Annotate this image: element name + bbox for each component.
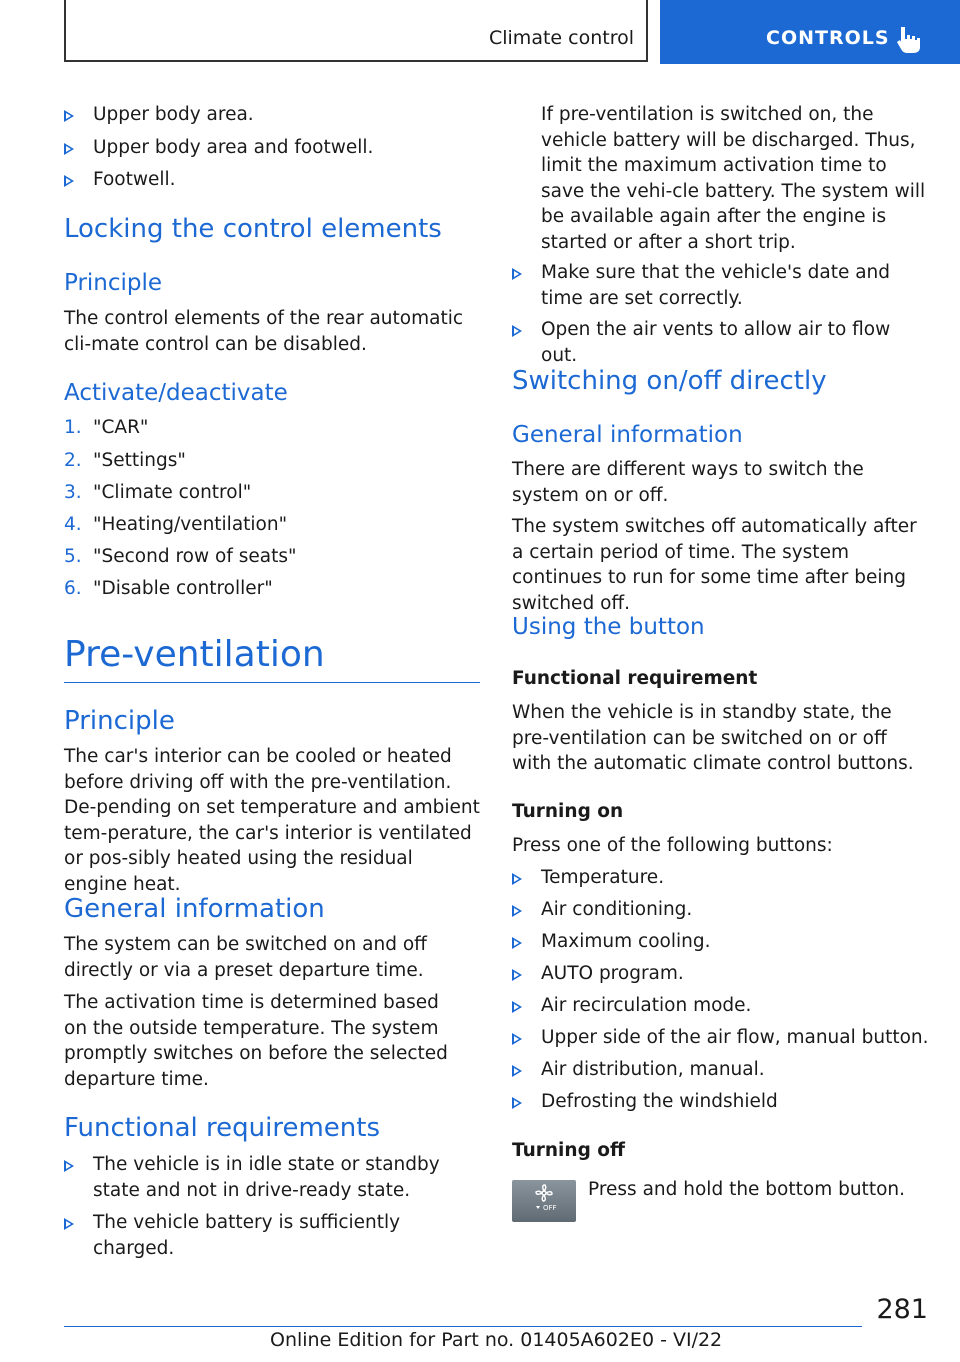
turning-off-text: Press and hold the bottom button. — [588, 1179, 905, 1200]
triangle-bullet-icon — [512, 1097, 522, 1109]
section-title: Climate control — [488, 27, 634, 49]
triangle-bullet-icon — [512, 1065, 522, 1077]
triangle-bullet-icon — [64, 110, 74, 122]
turning-off-heading: Turning off — [512, 1140, 625, 1161]
locking-principle-heading: Principle — [64, 270, 163, 296]
footer-divider — [64, 1326, 862, 1327]
pointing-hand-icon — [895, 25, 923, 55]
footer-edition-text: Online Edition for Part no. 01405A602E0 - VI/22 — [270, 1329, 723, 1351]
triangle-bullet-icon — [64, 143, 74, 155]
triangle-bullet-icon — [512, 1033, 522, 1045]
battery-note-text: If pre-ventilation is switched on, the vehicle battery will be discharged. Thus, limit the maximum activation time to save the vehi-cle battery. The system will be available again after the engine is started or after a short trip. — [541, 104, 926, 253]
functional-requirement-heading: Functional requirement — [512, 668, 758, 689]
triangle-bullet-icon — [512, 325, 522, 337]
section-divider — [64, 682, 480, 683]
general-info-text-1: The system can be switched on and off directly or via a preset departure time. — [64, 934, 427, 981]
functional-requirements-heading: Functional requirements — [64, 1113, 380, 1143]
button-off-label: OFF — [543, 1204, 557, 1212]
general-info-heading: General information — [64, 894, 325, 924]
turning-on-text: Press one of the following buttons: — [512, 835, 833, 856]
functional-requirement-text: When the vehicle is in standby state, the pre-ventilation can be switched on or off with the automatic climate control buttons. — [512, 702, 914, 774]
general-info-text-2: The system switches off automatically after a certain period of time. The system continues to run for some time after being switched off. — [512, 516, 917, 614]
page-number: 281 — [876, 1294, 928, 1325]
principle-text: The car's interior can be cooled or heated before driving off with the pre-ventilation. De-pending on set temperature and ambient tem-perature, the car's interior is ventilated or pos-sibly heated using the residual engine heat. — [64, 746, 480, 895]
principle-heading: Principle — [64, 706, 175, 736]
triangle-bullet-icon — [512, 1001, 522, 1013]
chapter-tab[interactable] — [660, 0, 960, 64]
triangle-bullet-icon — [512, 873, 522, 885]
preventilation-heading: Pre-ventilation — [64, 634, 325, 675]
turning-on-heading: Turning on — [512, 801, 624, 822]
triangle-bullet-icon — [512, 268, 522, 280]
triangle-bullet-icon — [512, 937, 522, 949]
general-info-heading: General information — [512, 422, 743, 448]
using-button-heading: Using the button — [512, 614, 705, 640]
triangle-bullet-icon — [512, 969, 522, 981]
triangle-bullet-icon — [512, 905, 522, 917]
switching-heading: Switching on/off directly — [512, 366, 827, 396]
locking-heading: Locking the control elements — [64, 214, 442, 244]
triangle-bullet-icon — [64, 1160, 74, 1172]
locking-principle-text: The control elements of the rear automatic cli-mate control can be disabled. — [64, 308, 464, 355]
general-info-text-2: The activation time is determined based on the outside temperature. The system promptly switches on before the selected departure time. — [64, 992, 448, 1090]
chapter-title: CONTROLS — [766, 27, 890, 49]
general-info-text-1: There are different ways to switch the system on or off. — [512, 459, 864, 506]
triangle-bullet-icon — [64, 175, 74, 187]
fan-off-button-icon — [512, 1180, 576, 1222]
triangle-bullet-icon — [64, 1218, 74, 1230]
activate-heading: Activate/deactivate — [64, 380, 288, 406]
header-left-box — [64, 0, 648, 62]
